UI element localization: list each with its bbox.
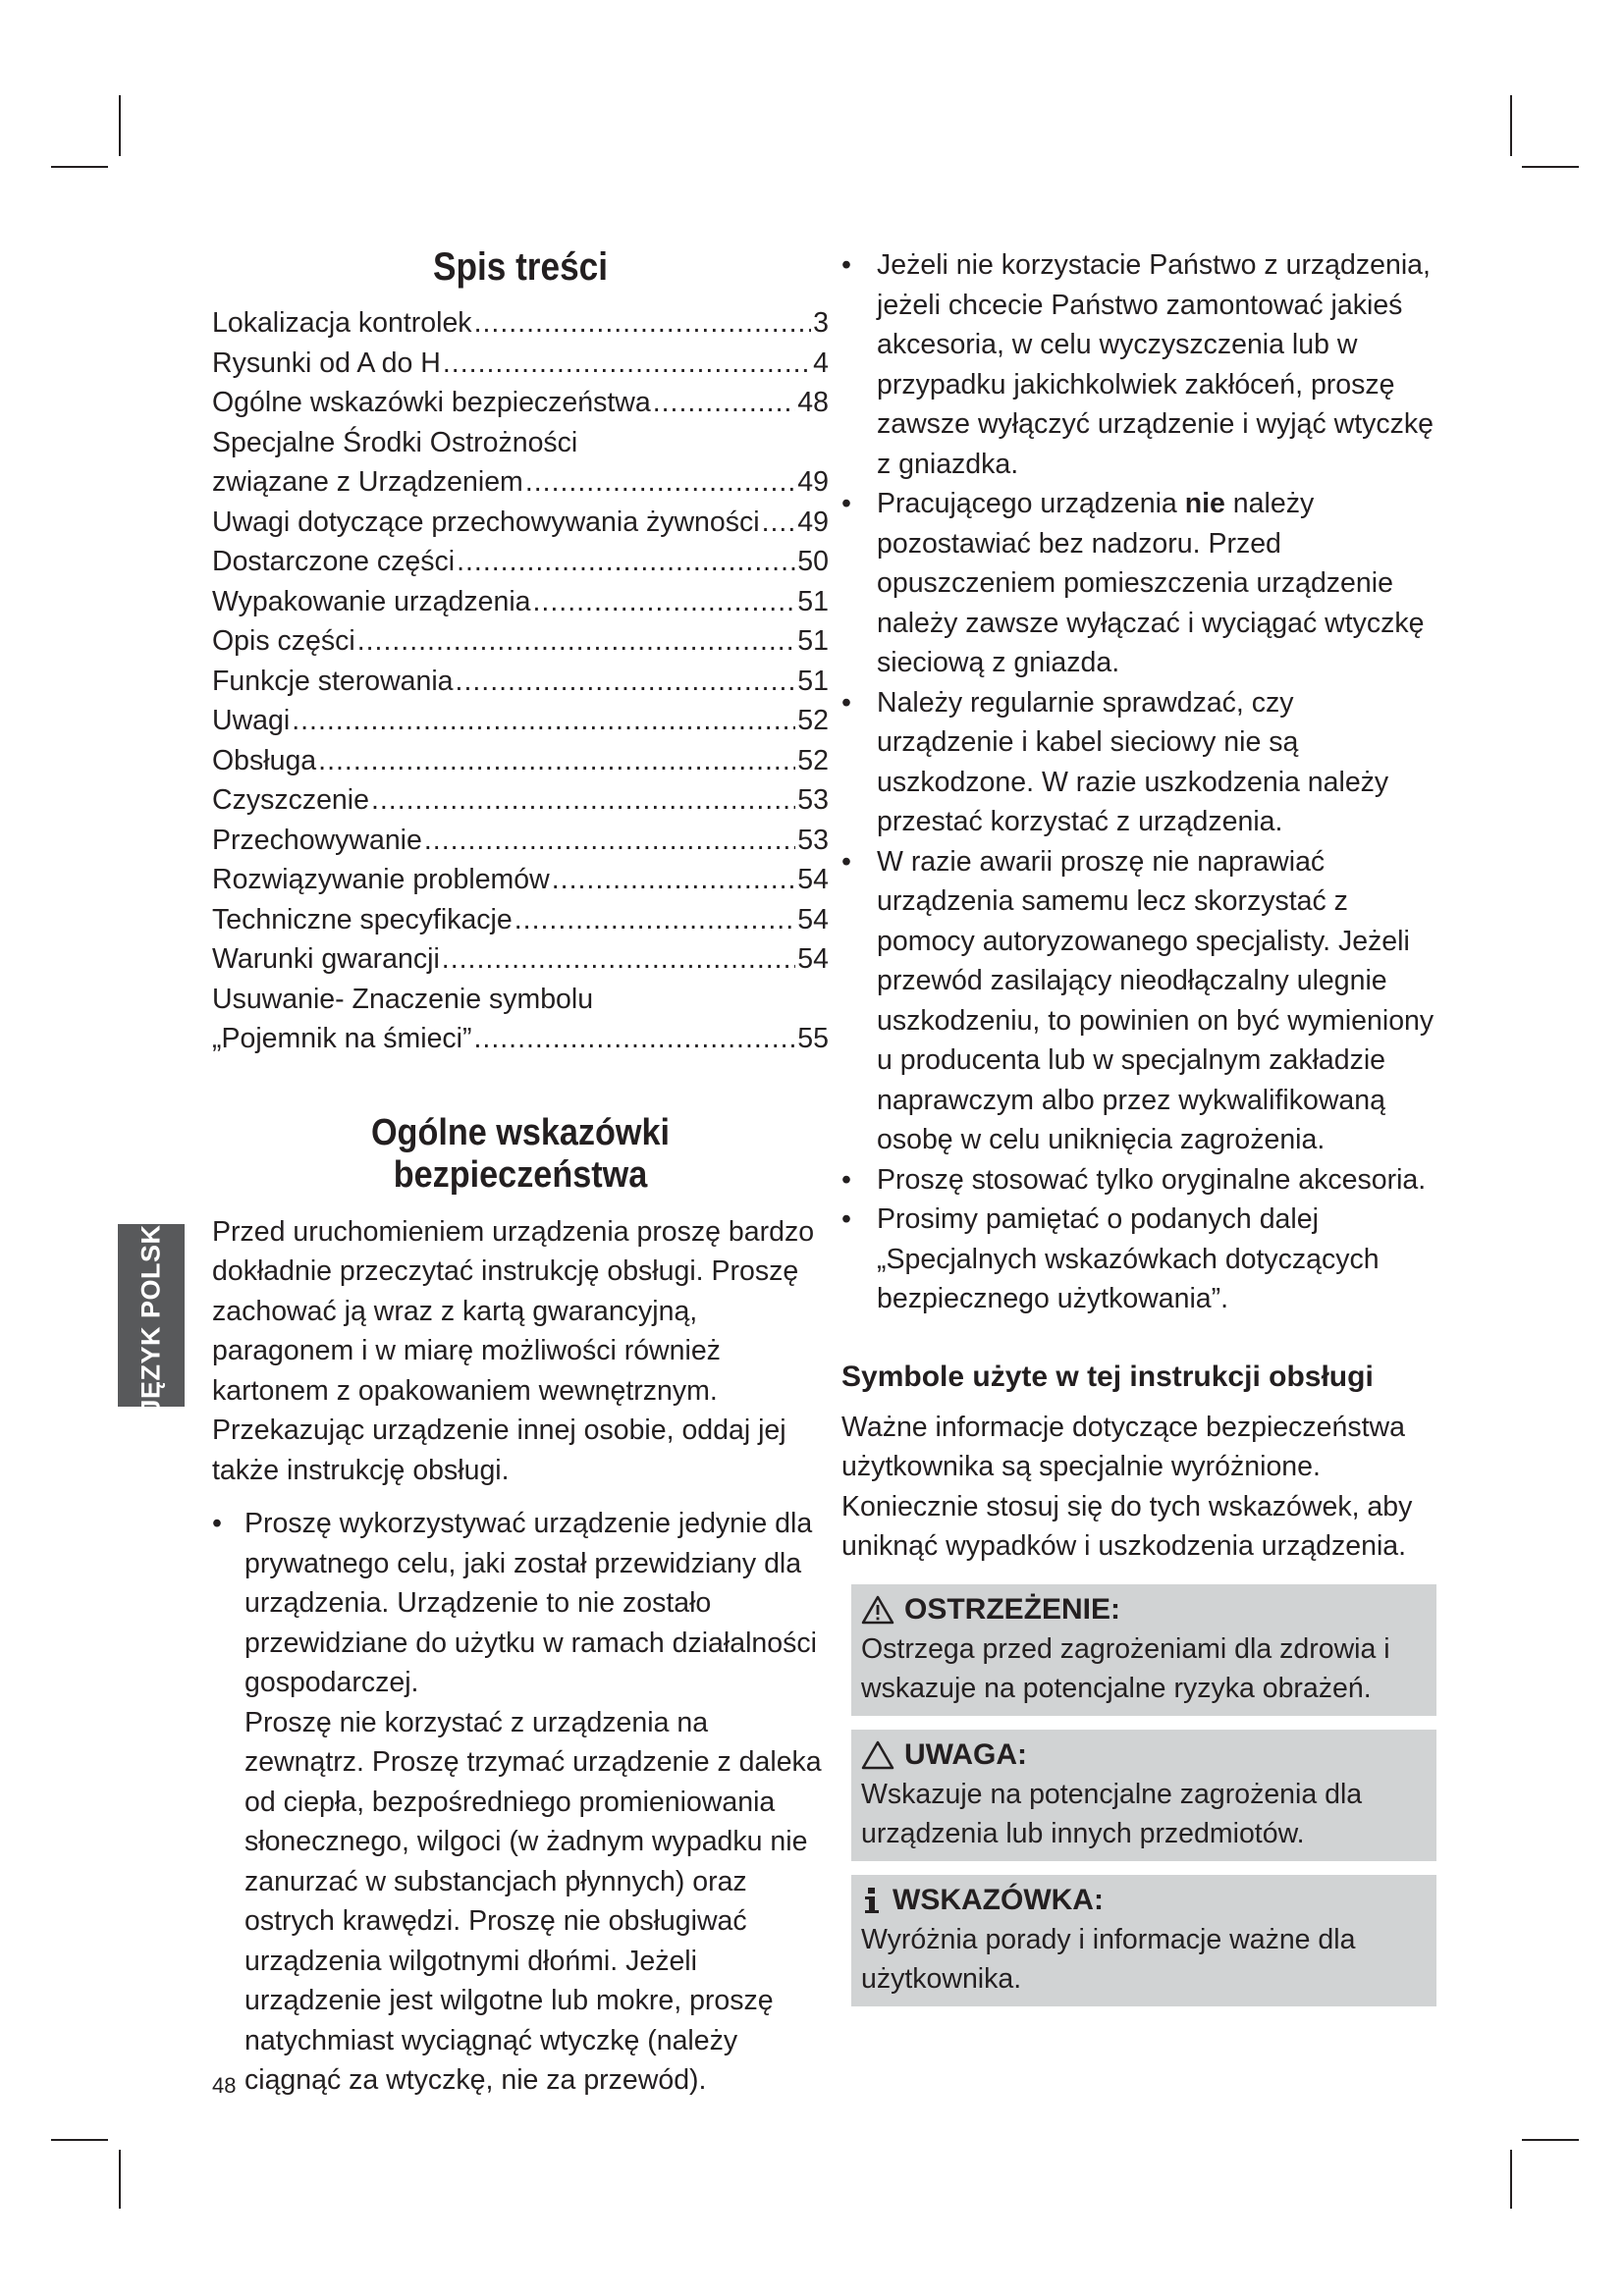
list-item: • W razie awarii proszę nie naprawiać urządzenia samemu lecz skorzystać z pomocy autoryzowanego specjalisty. Jeżeli przewód zasilający nieodłączalny ulegnie uszkodzeniu, to powinien on być wymieniony u producenta lub w specjalnym zakładzie naprawczym albo przez wykwalifikowaną osobę w celu uniknięcia zagrożenia. — [841, 842, 1436, 1160]
crop-mark-tl-v — [119, 95, 121, 156]
toc-dot-leader — [653, 383, 796, 423]
crop-mark-br-v — [1510, 2150, 1512, 2209]
bullet-text: należy pozostawiać bez nadzoru. Przed opuszczeniem pomieszczenia urządzenie należy zawsze wyłączać i wyciągać wtyczkę sieciową z gniazda. — [877, 488, 1425, 678]
toc-entry-label: związane z Urządzeniem — [212, 466, 523, 498]
caution-triangle-icon — [861, 1740, 894, 1770]
toc-entry — [212, 741, 829, 781]
toc-entry-page: 49 — [797, 506, 829, 538]
warning-box — [851, 1584, 1436, 1716]
toc-entry-page: 54 — [797, 864, 829, 895]
toc-entry — [212, 621, 829, 662]
language-side-tab — [118, 1216, 185, 1415]
toc-dot-leader — [357, 621, 796, 662]
toc-dot-leader — [443, 344, 811, 384]
toc-entry — [212, 821, 829, 861]
toc-dot-leader — [533, 582, 796, 622]
toc-entry-label: Warunki gwarancji — [212, 943, 440, 975]
warning-text: Ostrzega przed zagrożeniami dla zdrowia i wskazuje na potencjalne ryzyka obrażeń. — [861, 1632, 1390, 1704]
warning-triangle-icon — [861, 1595, 894, 1625]
hint-box-header — [861, 1881, 1431, 1920]
toc-entry-page: 48 — [797, 387, 829, 418]
toc-dot-leader — [457, 542, 795, 582]
toc-entry-label: Rysunki od A do H — [212, 347, 441, 379]
toc-entry — [212, 701, 829, 741]
warning-box-header — [861, 1590, 1431, 1629]
bullet-text: Pracującego urządzenia — [877, 488, 1185, 519]
toc-entry-label: Uwagi — [212, 705, 291, 736]
crop-mark-bl-v — [119, 2150, 121, 2209]
toc-dot-leader — [456, 662, 796, 702]
list-item: • Prosimy pamiętać o podanych dalej „Specjalnych wskazówkach dotyczących bezpiecznego użytkowania”. — [841, 1200, 1436, 1319]
toc-dot-leader — [514, 900, 796, 940]
toc-entry — [212, 462, 829, 503]
toc-dot-leader — [474, 303, 812, 344]
caution-text: Wskazuje na potencjalne zagrożenia dla urządzenia lub innych przedmiotów. — [861, 1778, 1363, 1849]
toc-entry-label: Wypakowanie urządzenia — [212, 585, 531, 617]
toc-entry-page: 49 — [797, 466, 829, 498]
list-item — [841, 484, 1436, 683]
toc-entry-page: 51 — [797, 585, 829, 617]
toc-entry-page: 3 — [813, 307, 829, 339]
page-number: 48 — [212, 2073, 237, 2098]
info-icon — [861, 1886, 883, 1915]
list-item: • Jeżeli nie korzystacie Państwo z urządzenia, jeżeli chcecie Państwo zamontować jakieś akcesoria, w celu wyczyszczenia lub w przypadku jakichkolwiek zakłóceń, proszę zawsze wyłączyć urządzenie i wyjąć wtyczkę z gniazdka. — [841, 245, 1436, 484]
right-column — [841, 245, 1436, 2006]
toc-entry — [212, 383, 829, 423]
toc-title: Spis treści — [432, 245, 609, 289]
hint-box — [851, 1875, 1436, 2006]
safety-intro: Przed uruchomieniem urządzenia proszę bardzo dokładnie przeczytać instrukcję obsługi. Proszę zachować ją wraz z kartą gwarancyjną, paragonem i w miarę możliwości również kartonem z opakowaniem wewnętrznym. Przekazując urządzenie innej osobie, oddaj jej także instrukcję obsługi. — [212, 1215, 815, 1486]
crop-mark-bl-h — [51, 2139, 108, 2141]
toc-dot-leader — [552, 860, 796, 900]
hint-text: Wyróżnia porady i informacje ważne dla użytkownika. — [861, 1923, 1356, 1995]
toc-entry — [212, 303, 829, 344]
toc-entry — [212, 900, 829, 940]
language-side-tab-label: JĘZYK POLSKI — [135, 1216, 166, 1415]
toc-entry-label: Techniczne specyfikacje — [212, 903, 513, 935]
toc-entry-label: Opis części — [212, 625, 355, 657]
caution-box — [851, 1730, 1436, 1861]
toc-entry-label: Obsługa — [212, 744, 317, 776]
toc-dot-leader — [525, 462, 795, 503]
list-item: • Należy regularnie sprawdzać, czy urządzenie i kabel sieciowy nie są uszkodzone. W razie uszkodzenia należy przestać korzystać z urządzenia. — [841, 683, 1436, 842]
toc-entry — [212, 423, 829, 463]
toc-entry-label: Lokalizacja kontrolek — [212, 307, 472, 339]
toc-entry-label: Rozwiązywanie problemów — [212, 864, 550, 895]
toc-dot-leader — [318, 741, 795, 781]
bullet-paragraph: • Proszę wykorzystywać urządzenie jedynie dla prywatnego celu, jaki został przewidziany dla urządzenia. Urządzenie to nie zostało przewidziane do użytku w ramach działalności gospodarczej. — [244, 1508, 817, 1698]
toc-dot-leader — [474, 1019, 796, 1059]
crop-mark-tr-v — [1510, 95, 1512, 156]
toc-entry-label: Ogólne wskazówki bezpieczeństwa — [212, 387, 651, 418]
toc-dot-leader — [371, 780, 795, 821]
bullet-emphasis: nie — [1184, 488, 1225, 519]
toc-dot-leader — [442, 939, 796, 980]
hint-title: WSKAZÓWKA: — [893, 1883, 1104, 1916]
toc-entry-page: 54 — [797, 903, 829, 935]
list-item — [212, 1504, 829, 2101]
symbols-heading: Symbole użyte w tej instrukcji obsługi — [841, 1360, 1374, 1393]
safety-bullets-left — [212, 1504, 829, 2101]
toc-entry — [212, 503, 829, 543]
caution-box-header — [861, 1735, 1431, 1775]
toc-dot-leader — [424, 821, 795, 861]
toc-entry-page: 53 — [797, 824, 829, 856]
toc-entry-label: Przechowywanie — [212, 824, 422, 856]
toc-entry — [212, 980, 829, 1020]
bullet-paragraph: Proszę nie korzystać z urządzenia na zewnątrz. Proszę trzymać urządzenie z daleka od ciepła, bezpośredniego promieniowania słonecznego, wilgoci (w żadnym wypadku nie zanurzać w substancjach płynnych) oraz ostrych krawędzi. Proszę nie obsługiwać urządzenia wilgotnymi dłońmi. Jeżeli urządzenie jest wilgotne lub mokre, proszę natychmiast wyciągnąć wtyczkę (należy ciągnąć za wtyczkę, nie za przewód). — [244, 1706, 822, 2096]
crop-mark-tl-h — [51, 166, 108, 168]
toc-entry-page: 4 — [813, 347, 829, 379]
crop-mark-tr-h — [1522, 166, 1579, 168]
toc-entry-page: 52 — [797, 744, 829, 776]
toc-entry — [212, 662, 829, 702]
warning-title: OSTRZEŻENIE: — [904, 1592, 1121, 1626]
toc-entry-label: Specjalne Środki Ostrożności — [212, 426, 578, 458]
toc-entry — [212, 939, 829, 980]
list-item: • Proszę stosować tylko oryginalne akcesoria. — [841, 1160, 1436, 1201]
table-of-contents — [212, 303, 829, 1059]
toc-entry-page: 50 — [797, 546, 829, 577]
toc-dot-leader — [762, 503, 796, 543]
toc-dot-leader — [292, 701, 795, 741]
toc-entry — [212, 780, 829, 821]
toc-entry-page: 51 — [797, 665, 829, 697]
toc-entry — [212, 1019, 829, 1059]
caution-title: UWAGA: — [904, 1737, 1027, 1771]
toc-entry-label: „Pojemnik na śmieci” — [212, 1023, 472, 1054]
toc-entry-label: Usuwanie- Znaczenie symbolu — [212, 983, 594, 1015]
toc-entry-page: 51 — [797, 625, 829, 657]
toc-entry-page: 54 — [797, 943, 829, 975]
toc-entry-label: Dostarczone części — [212, 546, 456, 577]
toc-entry — [212, 344, 829, 384]
toc-entry-label: Czyszczenie — [212, 784, 369, 816]
safety-heading: Ogólne wskazówki bezpieczeństwa — [370, 1111, 671, 1196]
toc-entry-label: Uwagi dotyczące przechowywania żywności — [212, 506, 760, 538]
toc-entry-label: Funkcje sterowania — [212, 665, 454, 697]
toc-entry-page: 55 — [797, 1023, 829, 1054]
left-column — [212, 245, 829, 2101]
toc-entry-page: 52 — [797, 705, 829, 736]
toc-entry — [212, 860, 829, 900]
symbols-intro: Ważne informacje dotyczące bezpieczeństwa użytkownika są specjalnie wyróżnione. Koniecznie stosuj się do tych wskazówek, aby uniknąć wypadków i uszkodzenia urządzenia. — [841, 1411, 1413, 1562]
toc-entry-page: 53 — [797, 784, 829, 816]
safety-bullets-right — [841, 245, 1436, 1319]
crop-mark-br-h — [1522, 2139, 1579, 2141]
toc-entry — [212, 582, 829, 622]
toc-entry — [212, 542, 829, 582]
